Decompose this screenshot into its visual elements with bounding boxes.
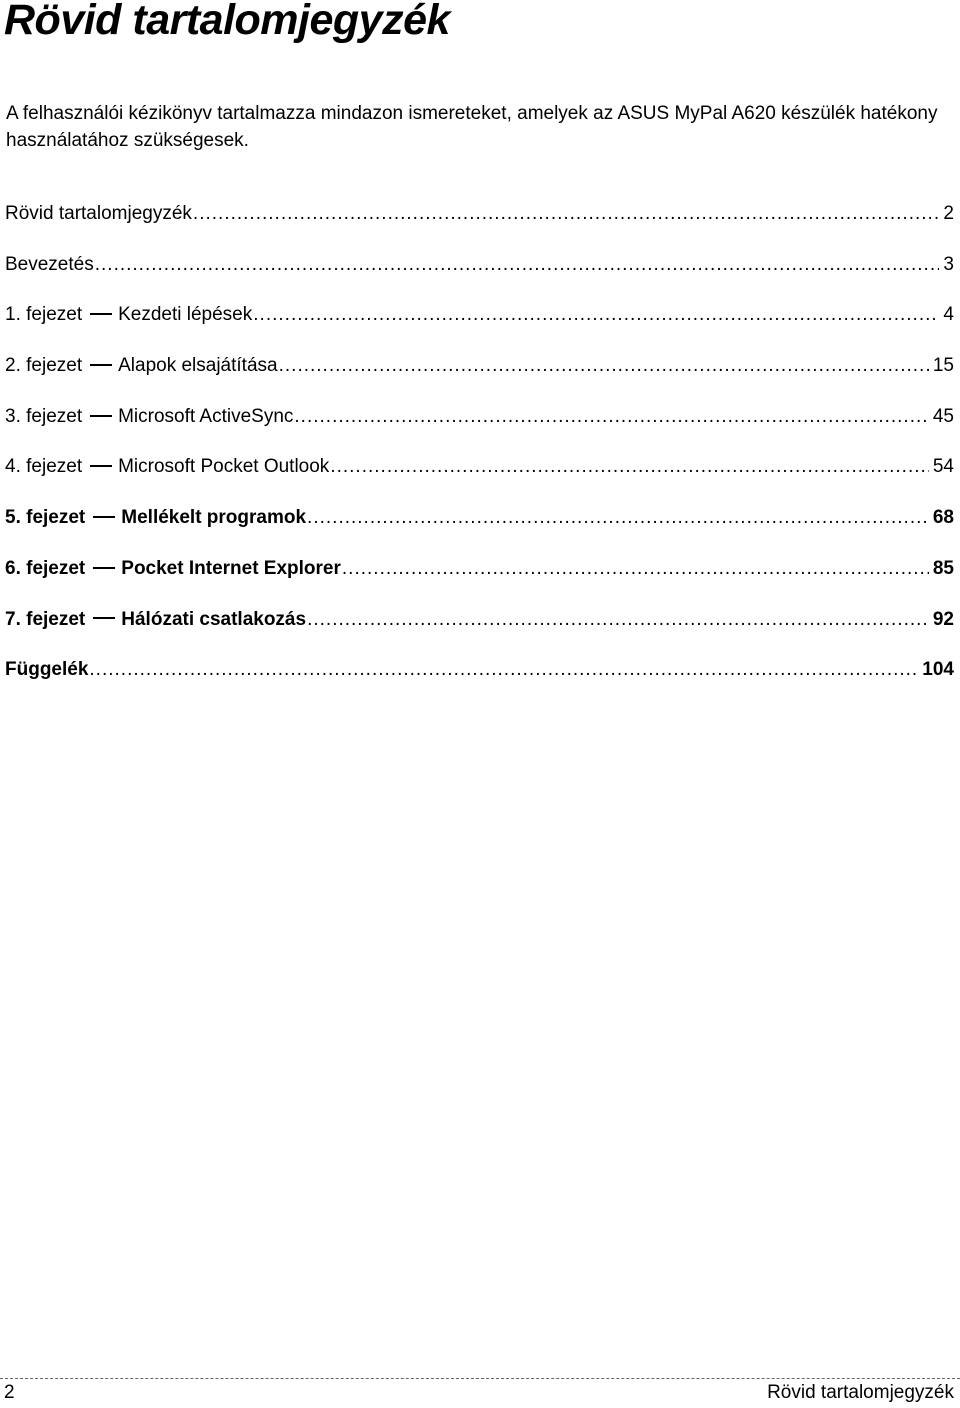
toc-entry-page: 104 bbox=[922, 659, 954, 681]
page-title: Rövid tartalomjegyzék bbox=[4, 0, 450, 44]
chapter-number: 1. fejezet bbox=[5, 304, 83, 326]
toc-entry-label bbox=[5, 406, 293, 428]
toc-entry-page: 3 bbox=[943, 253, 954, 275]
toc-entry-page: 45 bbox=[932, 405, 954, 427]
dot-leader bbox=[95, 254, 940, 276]
footer-section-title: Rövid tartalomjegyzék bbox=[767, 1382, 954, 1403]
chapter-title: Kezdeti lépések bbox=[118, 304, 253, 326]
chapter-dash bbox=[90, 415, 112, 417]
toc-entry-label: Bevezetés bbox=[5, 253, 94, 275]
chapter-title: Pocket Internet Explorer bbox=[121, 557, 341, 579]
chapter-number: 6. fejezet bbox=[5, 557, 86, 579]
footer-page-number: 2 bbox=[4, 1382, 15, 1403]
toc-entry-label bbox=[5, 304, 252, 326]
toc-entry-chapter-1[interactable] bbox=[5, 304, 954, 355]
chapter-dash bbox=[90, 465, 112, 467]
intro-paragraph: A felhasználói kézikönyv tartalmazza mindazon ismereteket, amelyek az ASUS MyPal A620 készülék hatékony használatához szükségesek. bbox=[6, 103, 938, 151]
toc-entry-short-toc[interactable] bbox=[5, 203, 954, 254]
chapter-dash bbox=[93, 567, 115, 569]
chapter-dash bbox=[90, 364, 112, 366]
chapter-dash bbox=[90, 313, 112, 315]
toc-entry-label bbox=[5, 558, 341, 580]
toc-entry-label: Rövid tartalomjegyzék bbox=[5, 203, 192, 224]
table-of-contents bbox=[5, 203, 954, 710]
dot-leader bbox=[253, 304, 939, 326]
toc-entry-page: 15 bbox=[932, 355, 954, 377]
toc-entry-page: 54 bbox=[932, 456, 954, 478]
dot-leader bbox=[330, 456, 929, 478]
toc-entry-chapter-4[interactable] bbox=[5, 456, 954, 507]
toc-entry-label bbox=[5, 507, 306, 529]
toc-entry-page: 2 bbox=[943, 203, 954, 224]
toc-entry-appendix[interactable] bbox=[5, 659, 954, 710]
chapter-title: Microsoft ActiveSync bbox=[118, 405, 294, 427]
dot-leader bbox=[294, 406, 928, 428]
footer-divider bbox=[0, 1378, 960, 1379]
chapter-number: 7. fejezet bbox=[5, 608, 86, 630]
toc-entry-chapter-7[interactable] bbox=[5, 609, 954, 660]
chapter-number: 3. fejezet bbox=[5, 405, 83, 427]
toc-entry-page: 68 bbox=[932, 507, 954, 529]
chapter-title: Microsoft Pocket Outlook bbox=[118, 456, 330, 478]
chapter-dash bbox=[93, 516, 115, 518]
toc-entry-chapter-3[interactable] bbox=[5, 406, 954, 457]
toc-entry-introduction[interactable] bbox=[5, 254, 954, 305]
toc-entry-chapter-5[interactable] bbox=[5, 507, 954, 558]
dot-leader bbox=[307, 507, 929, 529]
chapter-number: 4. fejezet bbox=[5, 456, 83, 478]
toc-entry-label: Függelék bbox=[5, 659, 89, 681]
dot-leader bbox=[89, 659, 918, 681]
toc-entry-label bbox=[5, 609, 306, 631]
dot-leader bbox=[193, 203, 940, 225]
toc-entry-chapter-6[interactable] bbox=[5, 558, 954, 609]
dot-leader bbox=[279, 355, 929, 377]
toc-entry-label bbox=[5, 456, 329, 478]
toc-entry-label bbox=[5, 355, 278, 377]
chapter-number: 2. fejezet bbox=[5, 355, 83, 377]
dot-leader bbox=[307, 609, 929, 631]
toc-entry-chapter-2[interactable] bbox=[5, 355, 954, 406]
chapter-number: 5. fejezet bbox=[5, 507, 86, 529]
chapter-title: Mellékelt programok bbox=[121, 507, 307, 529]
chapter-title: Alapok elsajátítása bbox=[118, 355, 278, 377]
toc-entry-page: 4 bbox=[943, 304, 954, 326]
dot-leader bbox=[342, 558, 929, 580]
chapter-dash bbox=[93, 617, 115, 619]
toc-entry-page: 92 bbox=[932, 608, 954, 630]
toc-entry-page: 85 bbox=[932, 557, 954, 579]
chapter-title: Hálózati csatlakozás bbox=[121, 608, 307, 630]
